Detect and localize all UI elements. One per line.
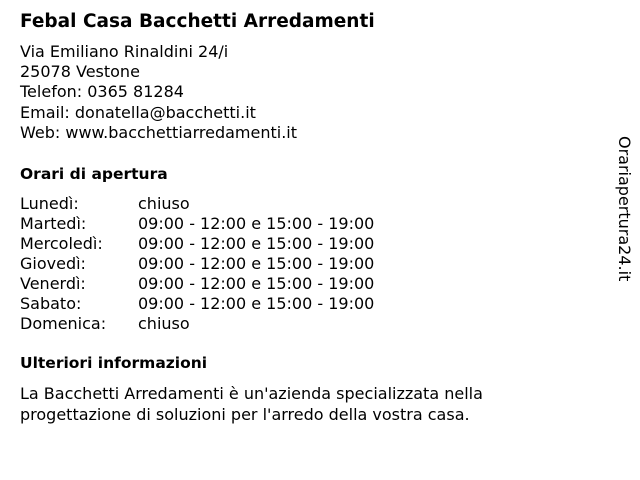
web-line[interactable]: Web: www.bacchettiarredamenti.it	[20, 122, 297, 142]
time-value: 09:00 - 12:00 e 15:00 - 19:00	[138, 234, 375, 253]
info-description: La Bacchetti Arredamenti è un'azienda specializzata nella progettazione di soluzioni per l'arredo della vostra casa.	[20, 384, 483, 424]
contact-block	[20, 42, 297, 143]
day-label: Venerdì:	[20, 274, 86, 293]
time-value: 09:00 - 12:00 e 15:00 - 19:00	[138, 294, 375, 313]
phone-line[interactable]: Telefon: 0365 81284	[20, 82, 184, 102]
day-label: Martedì:	[20, 214, 87, 233]
address-city: 25078 Vestone	[20, 62, 140, 82]
day-label: Mercoledì:	[20, 234, 103, 253]
address-street: Via Emiliano Rinaldini 24/i	[20, 42, 229, 61]
business-name: Febal Casa Bacchetti Arredamenti	[20, 11, 375, 32]
time-value: 09:00 - 12:00 e 15:00 - 19:00	[138, 214, 375, 233]
day-label: Lunedì:	[20, 194, 79, 213]
day-label: Giovedì:	[20, 254, 86, 273]
hours-heading: Orari di apertura	[20, 165, 168, 183]
brand-watermark: Orariapertura24.it	[615, 136, 634, 282]
email-line[interactable]: Email: donatella@bacchetti.it	[20, 102, 256, 122]
info-heading: Ulteriori informazioni	[20, 354, 208, 372]
time-value: chiuso	[138, 194, 190, 213]
time-value: chiuso	[138, 314, 190, 333]
day-label: Sabato:	[20, 294, 82, 313]
day-label: Domenica:	[20, 314, 107, 333]
time-value: 09:00 - 12:00 e 15:00 - 19:00	[138, 274, 375, 293]
time-value: 09:00 - 12:00 e 15:00 - 19:00	[138, 254, 375, 273]
